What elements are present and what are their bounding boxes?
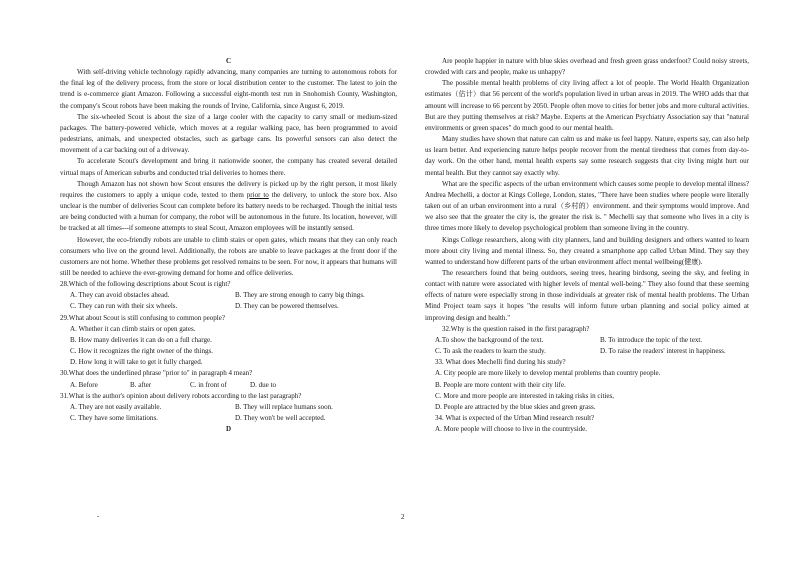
q28-option-a[interactable]: A. They can avoid obstacles ahead. — [70, 291, 170, 300]
q30-option-a[interactable]: A. Before — [70, 380, 98, 389]
question-28-options-row-1 — [60, 290, 397, 301]
q31-option-a[interactable]: A. They are not easily available. — [70, 402, 162, 411]
q28-option-c[interactable]: C. They can run with their six wheels. — [70, 302, 178, 311]
q33-option-b[interactable]: B. People are more content with their city life. — [435, 380, 566, 389]
question-32-options-row-2 — [425, 346, 749, 357]
question-34-stem: 34. What is expected of the Urban Mind research result? — [435, 414, 595, 422]
para4-text-before: Though Amazon has not shown how Scout ensures the delivery is picked up by the right person, it most likely requires the customers to apply a unique code, texted to them — [60, 179, 397, 199]
q32-option-d[interactable]: D. To raise the readers' interest in happiness. — [600, 347, 726, 356]
para4-text-after: the delivery, to unlock the store box. Also unclear is the number of deliveries Scout can complete before its battery needs to be recharged. Though the initial tests are being conducted with a human for company, the robot will be autonomous in the future. Its location, however, will be tracked at all times---if someone attempts to steal Scout, Amazon employees will be instantly sensed. — [60, 190, 397, 233]
question-28-options-row-2 — [60, 301, 397, 312]
q33-option-d[interactable]: D. People are attracted by the blue skies and green grass. — [435, 402, 596, 411]
passage-d-paragraph-4: What are the specific aspects of the urban environment which causes some people to develop mental illness? Andrea Mechelli, a doctor at Kings College, London, states, "There have been studies where people were literally taken out of an urban environment into a rural（乡村的）environment. and their symptoms would improve. And we also see that the greater the city is, the greater the risk is. " Mechelli say that someone who lives in a city is three times more likely to develop psychological problem than someone living in the country. — [425, 179, 749, 233]
passage-d-paragraph-6: The researchers found that being outdoors, seeing trees, hearing birdsong, seeing the sky, and feeling in contact with nature were associated with higher levels of mental well-being." They also found that these seeming effects of nature were especially strong in those individuals at greater risk of mental health problems. The Urban Mind Project team says it hopes "the results will inform future urban planning and social policy aimed at improving design and health." — [425, 268, 749, 322]
underlined-phrase-prior-to: prior to — [246, 190, 269, 199]
q31-option-c[interactable]: C. They have some limitations. — [70, 414, 158, 422]
passage-d-paragraph-2: The possible mental health problems of city living affect a lot of people. The World Health Organization estimates（估计）that 56 percent of the world's population lived in urban areas in 2019. The WHO adds that that amount will increase to 66 percent by 2050. People often move to cities for better jobs and more cultural activities. But are they putting themselves at risk? Maybe. Experts at the American Psychiatry Association say that "natural environments or green spaces" do much good to our mental health. — [425, 79, 749, 132]
q31-option-b[interactable]: B. They will replace humans soon. — [235, 402, 333, 411]
question-31-stem: 31.What is the author's opinion about delivery robots according to the last paragraph? — [60, 391, 302, 400]
left-column — [60, 56, 397, 435]
q28-option-d[interactable]: D. They can be powered themselves. — [235, 302, 339, 311]
q29-option-c[interactable]: C. How it recognizes the right owner of the things. — [70, 347, 214, 356]
passage-c-paragraph-3: To accelerate Scout's development and bring it nationwide sooner, the company has created several detailed virtual maps of American suburbs and conducted trial deliveries to homes there. — [60, 157, 397, 177]
q29-option-b[interactable]: B. How many deliveries it can do on a full charge. — [70, 335, 212, 344]
q32-option-c[interactable]: C. To ask the readers to learn the study. — [435, 347, 546, 356]
passage-c-paragraph-5: However, the eco-friendly robots are unable to climb stairs or open gates, which means that they can only reach consumers who live on the ground level. Additionally, the robots are unable to leave packages at the front door if the customers are not home. Whether these problems get resolved remains to be seen. For now, it appears that humans will still be needed to achieve the ever-growing demand for home and office deliveries. — [60, 235, 397, 277]
q31-option-d[interactable]: D. They won't be well accepted. — [235, 414, 326, 422]
passage-c-paragraph-4 — [60, 179, 397, 235]
scan-speck — [97, 516, 99, 517]
passage-c-paragraph-1: With self-driving vehicle technology rapidly advancing, many companies are turning to autonomous robots for the final leg of the delivery process, from the store or local distribution center to the customer. The latest to join the trend is e-commerce giant Amazon. Following a successful eight-month test run in Snohomish County, Washington, the company's Scout robots have been making the rounds of Irvine, California, since August 6, 2019. — [60, 68, 397, 110]
q33-option-c[interactable]: C. More and more people are interested in taking risks in cities, — [435, 391, 615, 400]
q30-option-d[interactable]: D. due to — [250, 380, 277, 389]
q30-option-c[interactable]: C. in front of — [190, 380, 227, 389]
question-29-stem: 29.What about Scout is still confusing to common people? — [60, 313, 225, 322]
passage-d-paragraph-1: Are people happier in nature with blue skies overhead and fresh green grass underfoot? Could noisy streets, crowded with cars and people, make us unhappy? — [425, 57, 749, 77]
q32-option-b[interactable]: B. To introduce the topic of the text. — [600, 335, 703, 344]
q33-option-a[interactable]: A. City people are more likely to develop mental problems than country people. — [435, 369, 661, 378]
question-31-options-row-2 — [60, 413, 397, 424]
question-33-stem: 33. What does Mechelli find during his study? — [435, 358, 566, 367]
section-c-heading: C — [225, 57, 232, 65]
question-31-options-row-1 — [60, 402, 397, 413]
q28-option-b[interactable]: B. They are strong enough to carry big things. — [235, 291, 365, 300]
question-32-options-row-1 — [425, 335, 749, 346]
right-column — [425, 56, 749, 435]
q29-option-d[interactable]: D. How long it will take to get it fully charged. — [70, 358, 203, 367]
passage-d-paragraph-5: Kings College researchers, along with city planners, land and building designers and others wanted to learn more about city living and mental illness. So, they created a smartphone app called Urban Mind. They say they wanted to understand how different parts of the urban environment affect mental wellbeing(健康). — [425, 235, 749, 266]
passage-c-paragraph-2: The six-wheeled Scout is about the size of a large cooler with the capacity to carry small or medium-sized packages. The battery-powered vehicle, which moves at a regular walking pace, has been programmed to avoid pedestrians, animals, and unexpected obstacles, such as garbage cans. Its powerful sensors can also detect the movement of a car backing out of a driveway. — [60, 112, 397, 155]
page-number: 2 — [401, 513, 405, 521]
q34-option-a[interactable]: A. More people will choose to live in the countryside. — [435, 425, 588, 434]
section-d-heading: D — [225, 425, 232, 434]
q30-option-b[interactable]: B. after — [130, 380, 152, 389]
q32-option-a[interactable]: A.To show the background of the text. — [435, 335, 544, 344]
q29-option-a[interactable]: A. Whether it can climb stairs or open gates. — [70, 324, 196, 333]
question-30-options — [60, 380, 397, 391]
question-28-stem: 28.Which of the following descriptions about Scout is right? — [60, 280, 231, 289]
question-30-stem: 30.What does the underlined phrase "prior to" in paragraph 4 mean? — [60, 369, 253, 378]
question-32-stem: 32.Why is the question raised in the first paragraph? — [442, 324, 590, 333]
passage-d-paragraph-3: Many studies have shown that nature can calm us and make us feel happy. Nature, experts say, can also help us learn better. And experiencing nature helps people recover from the mental tiredness that comes from day-to-day work. On the other hand, mental health experts say some research suggests that city living might hurt our mental health. But they cannot say exactly why. — [425, 135, 749, 177]
